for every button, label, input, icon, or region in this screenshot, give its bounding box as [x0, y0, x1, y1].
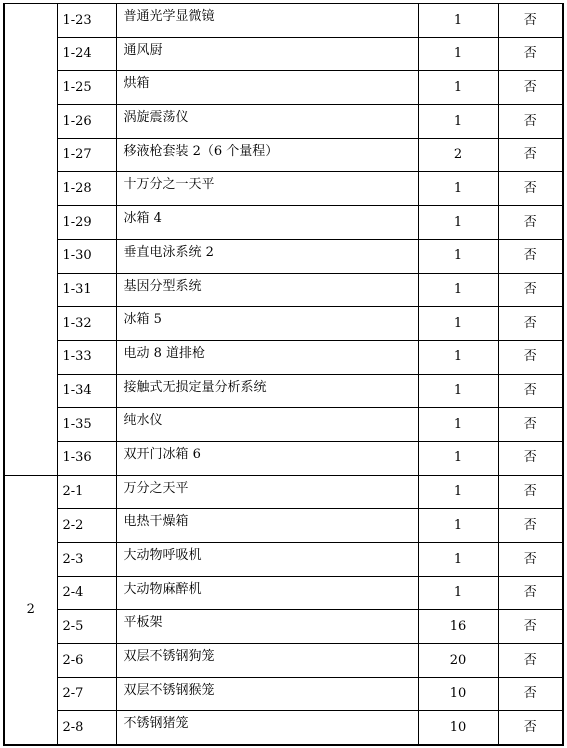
name-cell: 通风厨 [116, 37, 418, 71]
code-cell: 1-25 [57, 71, 116, 105]
code-cell: 1-36 [57, 441, 116, 475]
quantity-cell: 1 [418, 441, 498, 475]
flag-cell: 否 [498, 105, 563, 139]
code-cell: 1-33 [57, 340, 116, 374]
quantity-cell: 1 [418, 408, 498, 442]
flag-cell: 否 [498, 138, 563, 172]
flag-cell: 否 [498, 644, 563, 678]
flag-cell: 否 [498, 475, 563, 509]
quantity-cell: 1 [418, 239, 498, 273]
flag-cell: 否 [498, 441, 563, 475]
quantity-cell: 1 [418, 475, 498, 509]
code-cell: 2-1 [57, 475, 116, 509]
quantity-cell: 16 [418, 610, 498, 644]
table-row [4, 543, 563, 577]
name-cell: 双开门冰箱 6 [116, 441, 418, 475]
name-cell: 双层不锈钢狗笼 [116, 644, 418, 678]
group-number-cell [4, 4, 57, 476]
group-number-cell: 2 [4, 475, 57, 745]
quantity-cell: 1 [418, 206, 498, 240]
flag-cell: 否 [498, 206, 563, 240]
table-row [4, 374, 563, 408]
code-cell: 1-24 [57, 37, 116, 71]
code-cell: 1-23 [57, 4, 116, 38]
name-cell: 烘箱 [116, 71, 418, 105]
code-cell: 2-5 [57, 610, 116, 644]
table-row [4, 105, 563, 139]
code-cell: 1-28 [57, 172, 116, 206]
table-row [4, 71, 563, 105]
flag-cell: 否 [498, 610, 563, 644]
table-row [4, 475, 563, 509]
quantity-cell: 1 [418, 4, 498, 38]
flag-cell: 否 [498, 408, 563, 442]
quantity-cell: 1 [418, 71, 498, 105]
flag-cell: 否 [498, 543, 563, 577]
code-cell: 1-34 [57, 374, 116, 408]
flag-cell: 否 [498, 711, 563, 745]
name-cell: 冰箱 4 [116, 206, 418, 240]
table-row [4, 172, 563, 206]
quantity-cell: 1 [418, 105, 498, 139]
name-cell: 普通光学显微镜 [116, 4, 418, 38]
table-row [4, 441, 563, 475]
table-row [4, 576, 563, 610]
code-cell: 1-30 [57, 239, 116, 273]
table-row [4, 644, 563, 678]
flag-cell: 否 [498, 509, 563, 543]
name-cell: 垂直电泳系统 2 [116, 239, 418, 273]
code-cell: 2-3 [57, 543, 116, 577]
equipment-table [3, 3, 564, 746]
table-row [4, 677, 563, 711]
table-row [4, 307, 563, 341]
table-row [4, 4, 563, 38]
code-cell: 1-32 [57, 307, 116, 341]
table-row [4, 206, 563, 240]
quantity-cell: 1 [418, 37, 498, 71]
quantity-cell: 1 [418, 340, 498, 374]
table-row [4, 340, 563, 374]
quantity-cell: 1 [418, 172, 498, 206]
code-cell: 1-26 [57, 105, 116, 139]
flag-cell: 否 [498, 307, 563, 341]
name-cell: 电热干燥箱 [116, 509, 418, 543]
name-cell: 十万分之一天平 [116, 172, 418, 206]
table-row [4, 509, 563, 543]
flag-cell: 否 [498, 71, 563, 105]
code-cell: 1-31 [57, 273, 116, 307]
name-cell: 接触式无损定量分析系统 [116, 374, 418, 408]
name-cell: 平板架 [116, 610, 418, 644]
table-row [4, 408, 563, 442]
quantity-cell: 1 [418, 543, 498, 577]
quantity-cell: 2 [418, 138, 498, 172]
code-cell: 2-2 [57, 509, 116, 543]
equipment-table-body [4, 4, 563, 745]
name-cell: 电动 8 道排枪 [116, 340, 418, 374]
flag-cell: 否 [498, 677, 563, 711]
name-cell: 冰箱 5 [116, 307, 418, 341]
flag-cell: 否 [498, 340, 563, 374]
code-cell: 1-29 [57, 206, 116, 240]
table-row [4, 273, 563, 307]
quantity-cell: 1 [418, 576, 498, 610]
table-row [4, 138, 563, 172]
flag-cell: 否 [498, 172, 563, 206]
table-row [4, 711, 563, 745]
name-cell: 大动物呼吸机 [116, 543, 418, 577]
quantity-cell: 10 [418, 711, 498, 745]
table-row [4, 610, 563, 644]
quantity-cell: 20 [418, 644, 498, 678]
table-row [4, 239, 563, 273]
flag-cell: 否 [498, 37, 563, 71]
quantity-cell: 10 [418, 677, 498, 711]
name-cell: 大动物麻醉机 [116, 576, 418, 610]
code-cell: 2-8 [57, 711, 116, 745]
quantity-cell: 1 [418, 307, 498, 341]
flag-cell: 否 [498, 4, 563, 38]
name-cell: 万分之天平 [116, 475, 418, 509]
code-cell: 1-35 [57, 408, 116, 442]
code-cell: 2-4 [57, 576, 116, 610]
name-cell: 基因分型系统 [116, 273, 418, 307]
code-cell: 2-6 [57, 644, 116, 678]
name-cell: 双层不锈钢猴笼 [116, 677, 418, 711]
quantity-cell: 1 [418, 509, 498, 543]
name-cell: 不锈钢猪笼 [116, 711, 418, 745]
code-cell: 2-7 [57, 677, 116, 711]
flag-cell: 否 [498, 273, 563, 307]
name-cell: 移液枪套装 2（6 个量程） [116, 138, 418, 172]
name-cell: 纯水仪 [116, 408, 418, 442]
quantity-cell: 1 [418, 374, 498, 408]
table-row [4, 37, 563, 71]
quantity-cell: 1 [418, 273, 498, 307]
code-cell: 1-27 [57, 138, 116, 172]
flag-cell: 否 [498, 239, 563, 273]
flag-cell: 否 [498, 576, 563, 610]
name-cell: 涡旋震荡仪 [116, 105, 418, 139]
flag-cell: 否 [498, 374, 563, 408]
